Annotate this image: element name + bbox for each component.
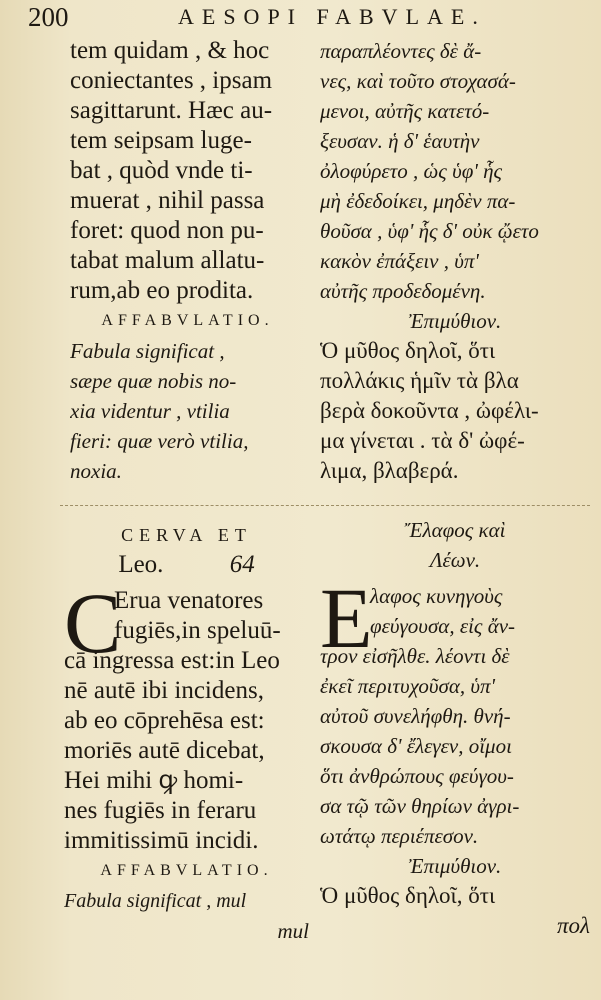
text-line: παραπλέοντες δὲ ἄ- (320, 39, 482, 63)
text-line: rum,ab eo prodita. (70, 277, 254, 304)
text-line: ὅτι ἀνθρώπους φεύγου- (320, 764, 514, 788)
fable-body (320, 570, 590, 851)
text-line: σκουσα δ' ἔλεγεν, οἴμοι (320, 734, 512, 758)
moral-heading: Ἐπιμύθιον. (408, 309, 502, 333)
text-line: immitissimū incidi. (64, 827, 259, 854)
text-line: κακὸν ἐπάξειν , ὑπ' (320, 249, 479, 273)
text-line: αὐτοῦ συνελήφθη. θνή- (320, 704, 511, 728)
text-line: cā ingressa est:in Leo (64, 647, 280, 674)
drop-cap: C (64, 575, 122, 671)
page-number: 200 (28, 2, 69, 32)
section-divider (60, 505, 590, 506)
text-line: αὐτῆς προδεδομένη. (320, 279, 486, 303)
text-line: tabat malum allatu- (70, 247, 265, 274)
fable-body (64, 575, 309, 856)
text-line: φεύγουσα, εἰς ἄν- (370, 614, 516, 638)
text-line: Erua venatores (114, 587, 264, 614)
moral-line: μα γίνεται . τὰ δ' ὠφέ- (320, 428, 525, 453)
latin-column-bottom (64, 520, 309, 946)
moral-text (320, 336, 590, 486)
text-line: ab eo cōprehēsa est: (64, 707, 265, 734)
moral-heading: AFFABVLATIO. (101, 312, 274, 329)
text-line: moriēs autē dicebat, (64, 737, 265, 764)
text-line: ξευσαν. ἡ δ' ἑαυτὴν (320, 129, 480, 153)
text-line: Hei mihi ꝙ homi- (64, 767, 244, 794)
text-line: σα τῷ τῶν θηρίων ἀγρι- (320, 794, 520, 818)
latin-column-top (70, 36, 305, 486)
moral-line: xia videntur , vtilia (70, 399, 230, 423)
fable-number: 64 (229, 551, 255, 578)
moral-line: Fabula significat , (70, 339, 225, 363)
text-line: μὴ ἐδεδοίκει, μηδὲν πα- (320, 189, 516, 213)
text-line: sagittarunt. Hæc au- (70, 97, 273, 124)
running-title: AESOPI FABVLAE. (178, 4, 486, 29)
text-line: nē autē ibi incidens, (64, 677, 264, 704)
moral-heading: AFFABVLATIO. (100, 862, 273, 879)
text-line: fugiēs,in speluū- (114, 617, 281, 644)
text-line: θοῦσα , ὑφ' ἧς δ' οὐκ ᾤετο (320, 219, 539, 243)
text-line: τρον εἰσῆλθε. λέοντι δὲ (320, 644, 510, 668)
catchword: mul (277, 919, 309, 943)
moral-line: sæpe quæ nobis no- (70, 369, 237, 393)
greek-column-bottom (320, 515, 590, 941)
text-line: foret: quod non pu- (70, 217, 264, 244)
moral-line: λιμα, βλαβερά. (320, 458, 459, 483)
moral-line: Ὁ μῦθος δηλοῖ, ὅτι (320, 883, 496, 908)
fable-title: CERVA ET (121, 525, 252, 545)
text-line: ὀλοφύρετο , ὡς ὑφ' ἧς (320, 159, 503, 183)
text-line: νες, καὶ τοῦτο στοχασά- (320, 69, 516, 93)
moral-text (64, 886, 309, 946)
drop-cap: E (320, 570, 373, 666)
text-line: coniectantes , ipsam (70, 67, 273, 94)
greek-column-top (320, 36, 590, 486)
text-line: muerat , nihil passa (70, 187, 265, 214)
fable-title: Ἔλαφος καὶ (404, 518, 506, 542)
text-line: ωτάτῳ περιέπεσον. (320, 824, 479, 848)
text-line: bat , quòd vnde ti- (70, 157, 253, 184)
text-line: λαφος κυνηγοὺς (370, 584, 503, 608)
moral-text (70, 336, 305, 486)
moral-line: πολλάκις ἡμῖν τὰ βλα (320, 368, 519, 393)
text-line: nes fugiēs in feraru (64, 797, 257, 824)
text-line: μενοι, αὐτῆς κατετό- (320, 99, 490, 123)
fable-title-line2: Λέων. (429, 548, 481, 572)
moral-text (320, 881, 590, 941)
moral-line: noxia. (70, 459, 122, 483)
moral-line: Fabula significat , mul (64, 890, 247, 912)
text-line: tem quidam , & hoc (70, 37, 270, 64)
text-line: ἐκεῖ περιτυχοῦσα, ὑπ' (320, 674, 496, 698)
catchword: πολ (557, 913, 590, 938)
page-header (28, 2, 588, 36)
moral-heading: Ἐπιμύθιον. (408, 854, 502, 878)
moral-line: Ὁ μῦθος δηλοῖ, ὅτι (320, 338, 496, 363)
moral-line: fieri: quæ verò vtilia, (70, 429, 249, 453)
text-line: tem seipsam luge- (70, 127, 252, 154)
moral-line: βερὰ δοκοῦντα , ὠφέλι- (320, 398, 539, 423)
fable-title-word: Leo. (118, 551, 164, 578)
